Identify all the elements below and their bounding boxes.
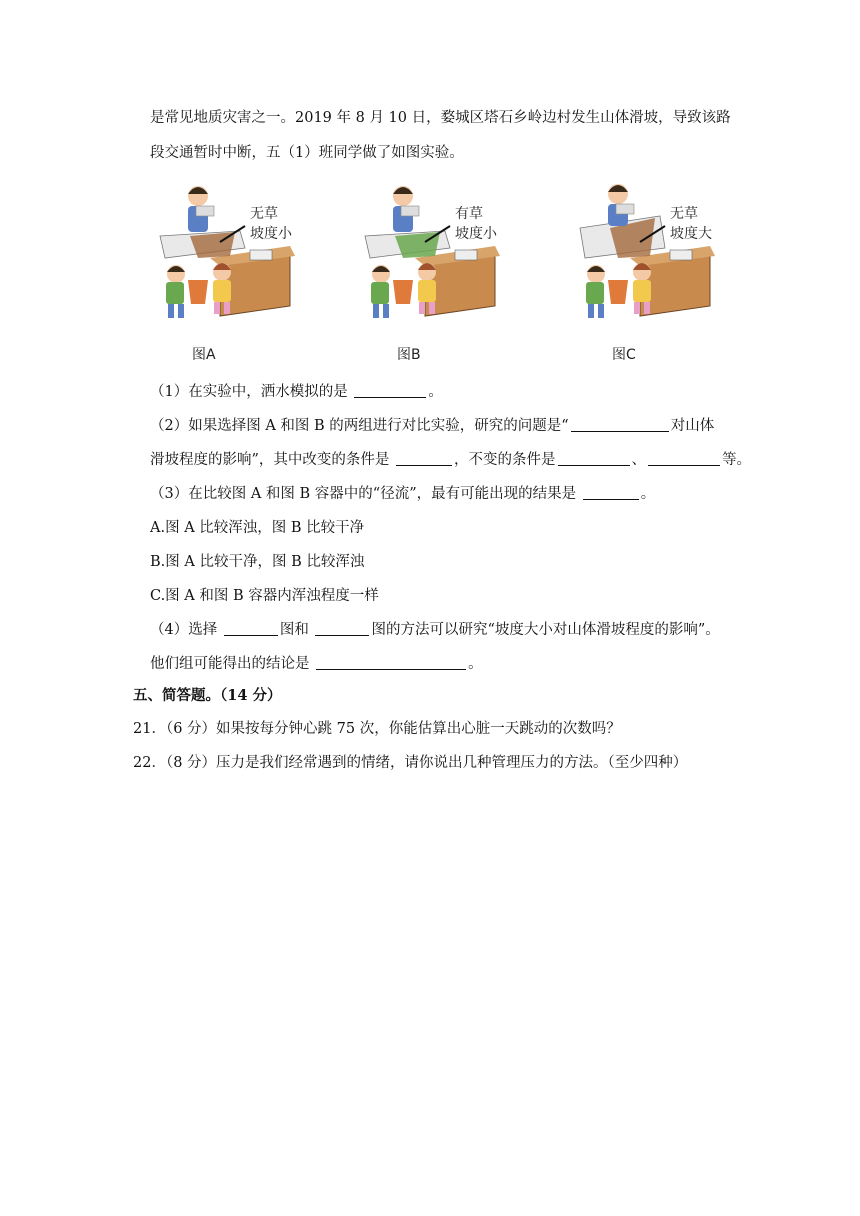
question-2-unchanged-text: ，不变的条件是	[454, 452, 556, 468]
question-1-text: （1）在实验中，洒水模拟的是	[150, 384, 353, 400]
intro-line-1: 是常见地质灾害之一。2019 年 8 月 10 日，婺城区塔石乡岭边村发生山体滑坡，导致该路	[150, 110, 731, 126]
experiment-illustration-a	[150, 176, 320, 346]
figure-c-callout-slope: 坡度大	[670, 226, 712, 242]
question-4-text: （4）选择	[150, 622, 222, 638]
figure-b	[355, 176, 525, 376]
experiment-illustration-c	[570, 176, 740, 346]
figure-c-callout	[670, 204, 712, 244]
question-2-line-1	[150, 416, 714, 436]
figure-a-callout	[250, 204, 292, 244]
question-2-text: （2）如果选择图 A 和图 B 的两组进行对比实验，研究的问题是“	[150, 418, 569, 434]
answer-blank[interactable]	[396, 451, 452, 466]
experiment-illustration-b	[355, 176, 525, 346]
question-4-line-2	[150, 654, 483, 674]
intro-line-2: 段交通暂时中断，五（1）班同学做了如图实验。	[150, 145, 464, 161]
question-2-line-2	[150, 450, 751, 470]
answer-blank[interactable]	[571, 417, 669, 432]
answer-blank[interactable]	[558, 451, 630, 466]
option-b: B.图 A 比较干净，图 B 比较浑浊	[150, 554, 365, 570]
question-2-end: 等。	[722, 452, 752, 468]
figure-b-callout-slope: 坡度小	[455, 226, 497, 242]
figure-b-label: 图B	[397, 347, 421, 363]
answer-blank[interactable]	[583, 485, 639, 500]
question-21: 21．（6 分）如果按每分钟心跳 75 次，你能估算出心脏一天跳动的次数吗？	[133, 721, 621, 737]
answer-blank[interactable]	[315, 621, 369, 636]
question-1-end: 。	[428, 384, 443, 400]
section-five-heading: 五、简答题。（14 分）	[133, 687, 282, 704]
question-2-text-cont: 对山体	[670, 418, 715, 434]
question-22: 22．（8 分）压力是我们经常遇到的情绪，请你说出几种管理压力的方法。（至少四种）	[133, 755, 688, 771]
experiment-figures	[150, 176, 710, 376]
question-2-separator: 、	[631, 452, 647, 468]
answer-blank[interactable]	[224, 621, 278, 636]
question-4-text-cont: 图和	[279, 622, 314, 638]
figure-b-callout-grass: 有草	[455, 206, 483, 222]
answer-blank[interactable]	[316, 655, 466, 670]
question-1	[150, 382, 443, 402]
figure-a-callout-slope: 坡度小	[250, 226, 292, 242]
figure-a	[150, 176, 320, 376]
figure-c-label: 图C	[612, 347, 636, 363]
figure-a-label: 图A	[192, 347, 216, 363]
question-4-conclusion-text: 他们组可能得出的结论是	[150, 656, 315, 672]
figure-a-callout-grass: 无草	[250, 206, 278, 222]
figure-b-callout	[455, 204, 497, 244]
question-3-text: （3）在比较图 A 和图 B 容器中的“径流”，最有可能出现的结果是	[150, 486, 581, 502]
figure-c-callout-grass: 无草	[670, 206, 698, 222]
question-2-changed-text: 滑坡程度的影响”，其中改变的条件是	[150, 452, 395, 468]
figure-c	[570, 176, 740, 376]
answer-blank[interactable]	[648, 451, 720, 466]
question-4-text-end: 图的方法可以研究“坡度大小对山体滑坡程度的影响”。	[371, 622, 720, 638]
question-3-end: 。	[640, 486, 656, 502]
question-4-end: 。	[468, 656, 483, 672]
option-a: A.图 A 比较浑浊，图 B 比较干净	[150, 520, 365, 536]
option-c: C.图 A 和图 B 容器内浑浊程度一样	[150, 588, 379, 604]
answer-blank[interactable]	[354, 383, 426, 398]
question-3	[150, 484, 655, 504]
question-4-line-1	[150, 620, 720, 640]
